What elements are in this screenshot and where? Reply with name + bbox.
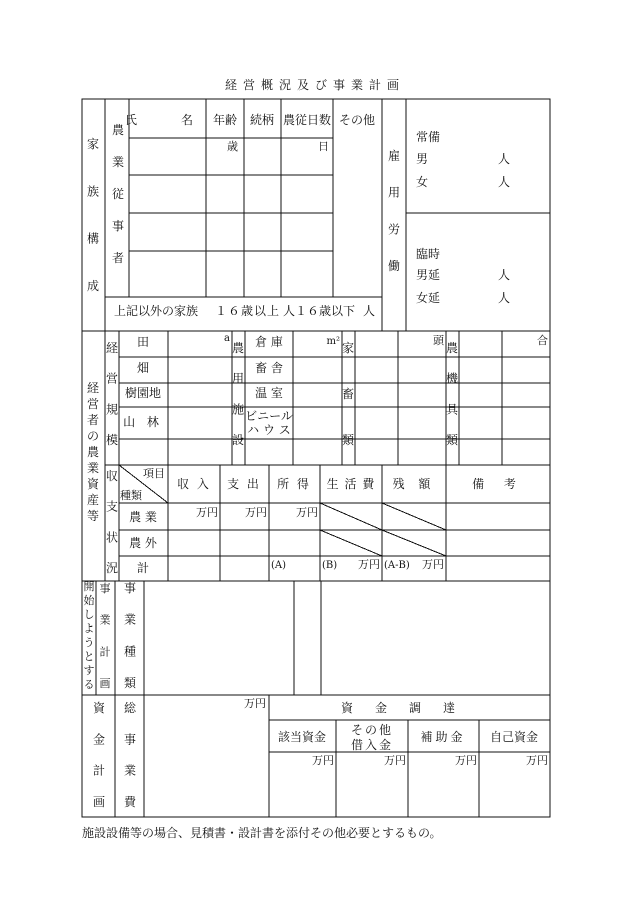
facility-barn: 畜 舎	[255, 361, 283, 375]
row-non-agriculture: 農 外	[129, 536, 157, 550]
source-own-fund: 自己資金	[489, 730, 539, 744]
item-header: 項目	[143, 467, 165, 480]
yen-unit-balance: 万円	[422, 558, 444, 571]
temporary-female-label: 女延	[416, 291, 441, 305]
header-relation: 続柄	[249, 113, 275, 127]
age-unit: 歳	[227, 140, 238, 153]
cross-out-line	[320, 503, 382, 530]
col-income: 所 得	[277, 477, 311, 491]
temporary-female-unit: 人	[497, 291, 510, 305]
footnote: 施設設備等の場合、見積書・設計書を添付その他必要とするもの。	[82, 826, 442, 840]
employment-label: 雇用労働	[387, 149, 401, 273]
area-unit: a	[224, 333, 230, 344]
form-title: 経営概況及び事業計画	[224, 78, 406, 92]
family-section-frame	[82, 99, 550, 331]
person-unit: 人	[362, 304, 375, 318]
cross-out-line	[382, 530, 446, 556]
col-living-cost: 生 活 費	[326, 477, 376, 491]
land-orchard: 樹園地	[124, 386, 162, 400]
col-revenue: 収 入	[177, 477, 211, 491]
family-section-label: 家族構成	[86, 137, 100, 293]
row-agriculture: 農 業	[129, 510, 157, 524]
assets-section-label: 経営者の農業資産等	[86, 381, 100, 523]
days-unit: 日	[318, 140, 329, 153]
header-other: その他	[338, 113, 376, 127]
source-loan: 借入金	[350, 738, 394, 752]
yen-unit-total: 万円	[244, 697, 266, 710]
business-plan-label: 事業計画	[99, 582, 111, 690]
regular-label: 常備	[416, 130, 441, 144]
source-subsidy: 補助金	[420, 730, 466, 744]
col-expense: 支 出	[227, 477, 261, 491]
facility-greenhouse: 温 室	[255, 386, 283, 400]
plan-start-label: 開始しようとする	[83, 580, 95, 691]
land-rice-field: 田	[136, 335, 150, 349]
sqm-unit: m²	[326, 336, 340, 347]
regular-male-label: 男	[416, 152, 429, 166]
temporary-label: 臨時	[416, 247, 441, 261]
source-other: その他	[350, 723, 394, 737]
source-applicable-fund: 該当資金	[277, 730, 327, 744]
form-grid	[82, 99, 550, 817]
mark-b: (B)	[322, 560, 338, 571]
under-16-label: 人１６歳以下	[283, 304, 356, 318]
regular-female-unit: 人	[497, 175, 510, 189]
temporary-male-unit: 人	[497, 268, 510, 282]
over-16-label: １６歳以上	[215, 304, 281, 318]
facility-vinyl: ビニール	[245, 409, 293, 423]
farm-workers-label: 農業従事者	[111, 123, 125, 265]
facility-label: 農用施設	[231, 341, 245, 447]
row-total: 計	[136, 561, 150, 575]
yen-unit-subsidy: 万円	[455, 754, 477, 767]
other-family-label: 上記以外の家族	[114, 304, 199, 318]
land-upland-field: 畑	[136, 361, 150, 375]
col-balance: 残 額	[392, 477, 436, 491]
col-remarks: 備 考	[472, 477, 524, 491]
header-name: 氏 名	[124, 113, 210, 127]
regular-male-unit: 人	[497, 152, 510, 166]
yen-unit-own: 万円	[526, 754, 548, 767]
mark-a: (A)	[271, 560, 287, 571]
procurement-label: 資金調達	[340, 701, 478, 715]
yen-unit-income: 万円	[296, 506, 318, 519]
header-farm-days: 農従日数	[282, 113, 332, 127]
land-forest: 山 林	[123, 415, 163, 429]
facility-house: ハ ウ ス	[247, 423, 291, 437]
head-unit: 頭	[433, 334, 444, 347]
cross-out-line	[382, 503, 446, 530]
yen-unit-other: 万円	[384, 754, 406, 767]
livestock-label: 家畜類	[341, 341, 355, 447]
yen-unit-expense: 万円	[245, 506, 267, 519]
business-type-label: 事業種類	[123, 581, 137, 690]
income-status-label: 収支状況	[105, 469, 119, 575]
yen-unit-living: 万円	[358, 558, 380, 571]
form-labels	[82, 112, 548, 840]
facility-warehouse: 倉 庫	[255, 335, 283, 349]
mark-ab: (A-B)	[384, 560, 410, 571]
regular-female-label: 女	[416, 175, 429, 189]
header-age: 年齢	[212, 113, 238, 127]
total-cost-label: 総事業費	[123, 701, 137, 809]
type-header: 種類	[120, 489, 142, 502]
machinery-label: 農機具類	[445, 341, 459, 447]
plan-section-frame	[82, 581, 550, 695]
yen-unit-applicable: 万円	[312, 754, 334, 767]
funding-plan-label: 資金計画	[92, 701, 106, 809]
count-unit: 合	[537, 334, 548, 347]
management-scale-label: 経営規模	[105, 341, 119, 447]
yen-unit-revenue: 万円	[196, 506, 218, 519]
cross-out-line	[320, 530, 382, 556]
temporary-male-label: 男延	[416, 268, 441, 282]
